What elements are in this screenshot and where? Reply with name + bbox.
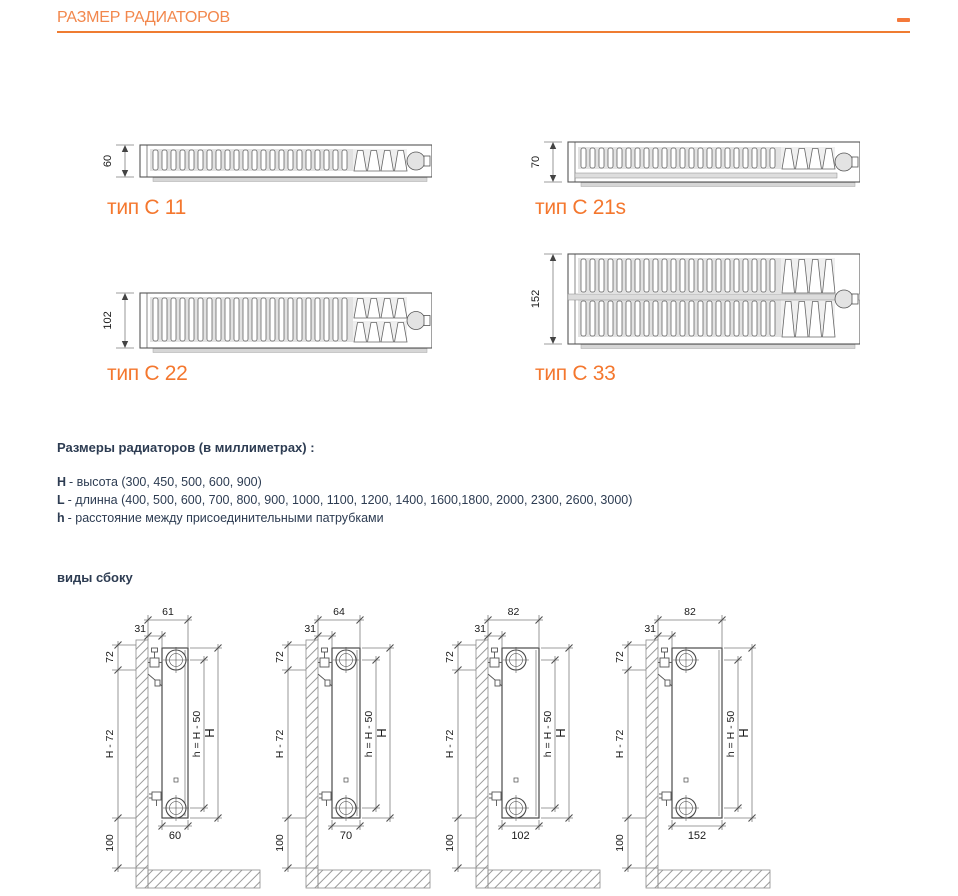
type-label-c22: тип С 22: [107, 362, 188, 385]
dim-label-height: 70: [530, 155, 542, 169]
dim-label-lower-offset: 100: [614, 834, 626, 852]
wall: [306, 640, 318, 888]
dim-label-middle-offset: H - 72: [104, 729, 116, 759]
bottom-bracket: [149, 792, 161, 806]
type-label-c33: тип С 33: [535, 362, 616, 385]
radiator-profile-drawing: [523, 253, 860, 351]
dim-label-middle-offset: H - 72: [274, 729, 286, 759]
radiator-body: [502, 648, 539, 818]
end-plug: [835, 290, 853, 308]
radiator-body: [332, 648, 360, 818]
thermostatic-valve: [488, 648, 502, 686]
collapse-icon[interactable]: [897, 18, 910, 22]
dim-label-pipe-distance: h = H - 50: [191, 710, 203, 758]
radiator-profile-c11: [95, 144, 432, 189]
radiator-profile-drawing: [95, 292, 432, 355]
dim-label-lower-offset: 100: [274, 834, 286, 852]
dim-label-middle-offset: H - 72: [444, 729, 456, 759]
vent-plug: [684, 778, 688, 782]
legend-text-h: - расстояние между присоединительными патрубками: [67, 511, 384, 525]
legend-title: Размеры радиаторов (в миллиметрах) :: [57, 440, 315, 455]
vent-plug: [174, 778, 178, 782]
floor: [318, 870, 430, 888]
wall: [646, 640, 658, 888]
end-plug: [407, 312, 425, 330]
floor: [658, 870, 770, 888]
dim-label-pipe-distance: h = H - 50: [725, 710, 737, 758]
page-title: РАЗМЕР РАДИАТОРОВ: [57, 9, 230, 26]
top-dimension-lines: [484, 615, 543, 648]
dim-label-total-height: H: [553, 728, 568, 738]
dim-label-total-height: H: [202, 728, 217, 738]
dim-label-middle-offset: H - 72: [614, 729, 626, 759]
wall: [136, 640, 148, 888]
thermostatic-valve: [318, 648, 332, 686]
legend-key-L: L: [57, 493, 65, 507]
bottom-bracket: [659, 792, 671, 806]
floor: [488, 870, 600, 888]
top-dimension-lines: [144, 615, 192, 648]
shadow: [153, 178, 427, 182]
side-view-drawing: [96, 596, 268, 894]
radiator-profile-c33: [523, 253, 860, 356]
vent-plug: [344, 778, 348, 782]
top-dimension-lines: [654, 615, 726, 648]
type-label-c21s: тип С 21s: [535, 196, 626, 219]
dim-label-wall-gap: 31: [474, 623, 486, 635]
dim-label-top-width: 64: [333, 606, 345, 618]
legend-text-H: - высота (300, 450, 500, 600, 900): [69, 475, 262, 489]
legend-item-H: [57, 475, 262, 489]
dim-label-height: 102: [102, 311, 114, 330]
dim-label-total-height: H: [736, 728, 751, 738]
dim-label-pipe-distance: h = H - 50: [542, 710, 554, 758]
floor: [148, 870, 260, 888]
bottom-dimension-lines: [668, 820, 726, 830]
dim-label-height: 152: [530, 289, 542, 309]
dim-label-depth: 102: [511, 830, 530, 842]
end-plug: [835, 153, 853, 171]
dim-label-lower-offset: 100: [104, 834, 116, 852]
legend-key-h: h: [57, 511, 65, 525]
header-divider: [57, 31, 910, 33]
legend-key-H: H: [57, 475, 67, 489]
dim-label-height: 60: [102, 154, 114, 168]
dim-label-lower-offset: 100: [444, 834, 456, 852]
dim-label-pipe-distance: h = H - 50: [363, 710, 375, 758]
side-views-title: виды сбоку: [57, 570, 133, 585]
thermostatic-valve: [658, 648, 672, 686]
radiator-profile-c21s: [523, 141, 860, 194]
type-label-c11: тип С 11: [107, 196, 186, 219]
dim-label-upper-offset: 72: [274, 651, 286, 663]
dim-label-upper-offset: 72: [614, 651, 626, 663]
dim-label-wall-gap: 31: [134, 623, 146, 635]
dim-label-depth: 152: [687, 830, 707, 842]
dim-label-depth: 70: [339, 830, 353, 842]
side-view-drawing: [606, 596, 778, 894]
wall: [476, 640, 488, 888]
side-view-c22: [436, 596, 608, 896]
radiator-body: [672, 648, 722, 818]
bottom-bracket: [489, 792, 501, 806]
legend-item-L: [57, 493, 632, 507]
shadow: [581, 345, 855, 349]
side-view-c21s: [266, 596, 438, 896]
dim-label-upper-offset: 72: [444, 651, 456, 663]
dim-label-total-height: H: [374, 728, 389, 738]
radiator-body: [162, 648, 188, 818]
side-view-c33: [606, 596, 778, 896]
vent-plug: [514, 778, 518, 782]
dim-label-wall-gap: 31: [644, 623, 656, 635]
bottom-bracket: [319, 792, 331, 806]
side-view-drawing: [436, 596, 608, 894]
dim-label-top-width: 61: [162, 606, 174, 618]
side-view-c11: [96, 596, 268, 896]
dim-label-wall-gap: 31: [304, 623, 316, 635]
top-dimension-lines: [314, 615, 364, 648]
radiator-profile-drawing: [95, 144, 432, 184]
radiator-profile-drawing: [523, 141, 860, 189]
dim-label-upper-offset: 72: [104, 651, 116, 663]
legend-item-h: [57, 511, 384, 525]
radiator-profile-c22: [95, 292, 432, 360]
end-plug: [407, 152, 425, 170]
dim-label-depth: 60: [168, 830, 182, 842]
dim-label-top-width: 82: [507, 606, 520, 618]
side-view-drawing: [266, 596, 438, 894]
dim-label-top-width: 82: [684, 606, 696, 618]
thermostatic-valve: [148, 648, 162, 686]
shadow: [153, 349, 427, 353]
shadow: [581, 183, 855, 187]
legend-text-L: - длинна (400, 500, 600, 700, 800, 900, 1000, 1100, 1200, 1400, 1600,1800, 2000, 2300, 2600, 3000): [67, 493, 633, 507]
